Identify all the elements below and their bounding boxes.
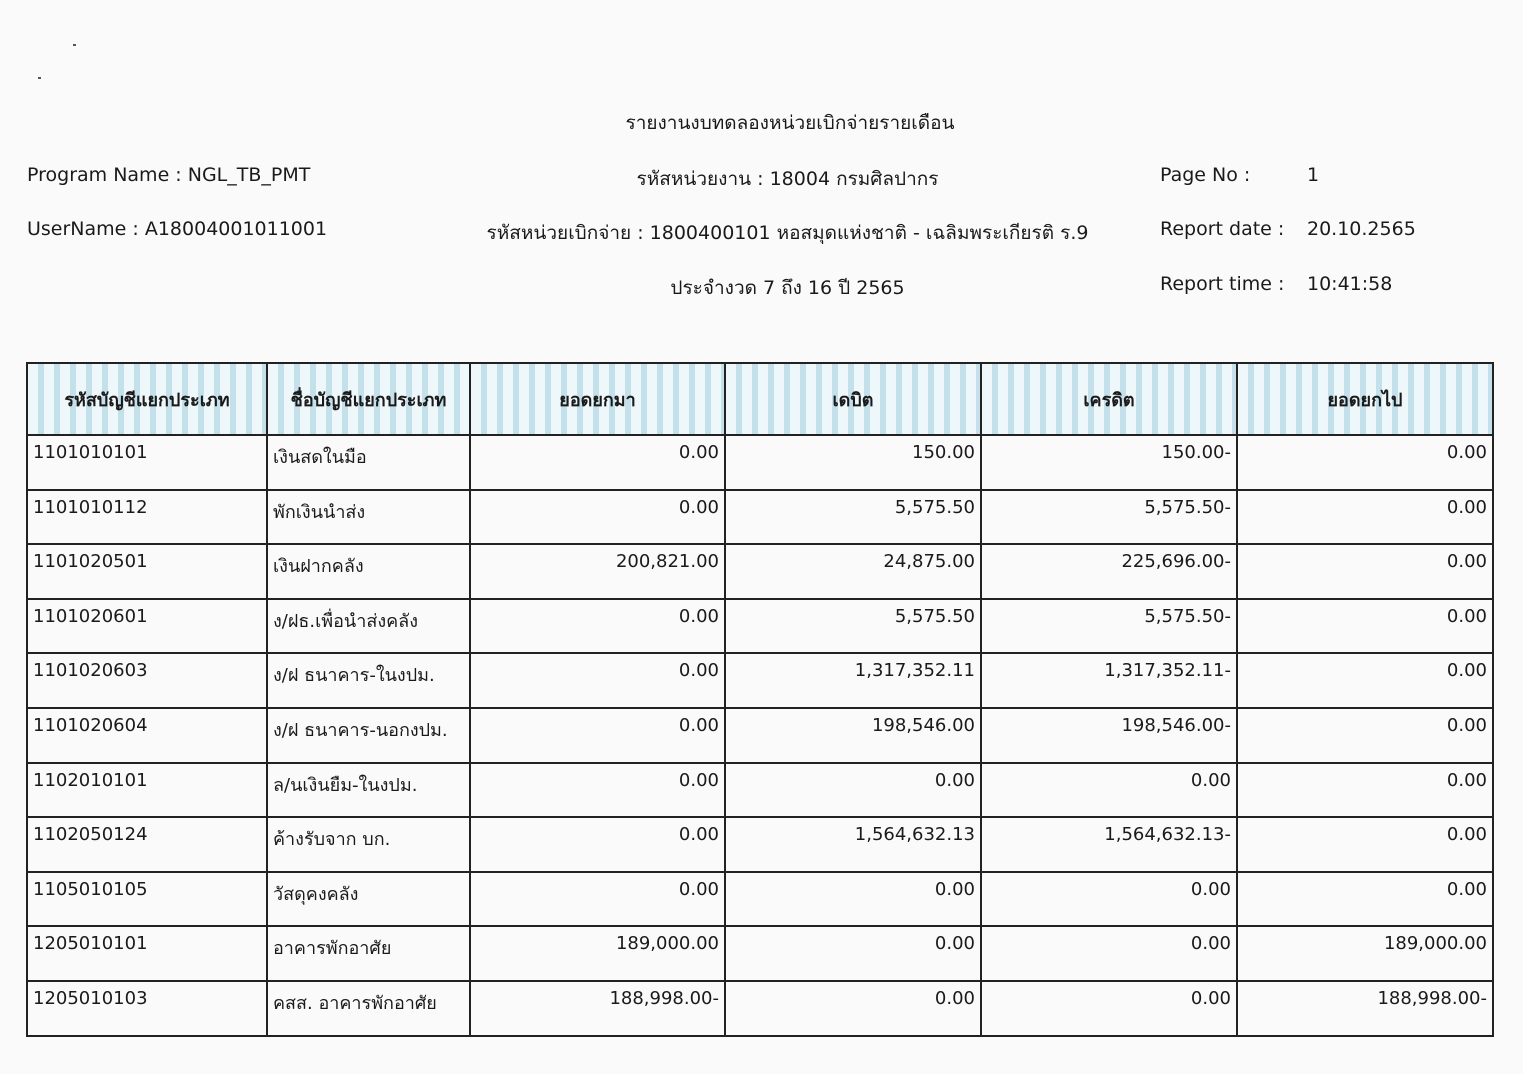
closing-balance-cell: 0.00 [1237,708,1493,763]
table-row [27,490,1493,545]
report-title: รายงานงบทดลองหน่วยเบิกจ่ายรายเดือน [625,112,955,134]
closing-balance-cell: 0.00 [1237,763,1493,818]
account-name-cell: อาคารพักอาศัย [267,926,470,981]
closing-balance-cell: 0.00 [1237,817,1493,872]
page-no-value: 1 [1307,164,1320,186]
closing-balance-cell: 188,998.00- [1237,981,1493,1036]
table-row [27,763,1493,818]
debit-cell: 198,546.00 [725,708,981,763]
account-name-cell: ง/ฝธ.เพื่อนำส่งคลัง [267,599,470,654]
table-row [27,435,1493,490]
credit-cell: 0.00 [981,926,1237,981]
credit-cell: 0.00 [981,763,1237,818]
credit-cell: 1,317,352.11- [981,653,1237,708]
debit-cell: 150.00 [725,435,981,490]
closing-balance-cell: 0.00 [1237,599,1493,654]
credit-cell: 225,696.00- [981,544,1237,599]
program-name: Program Name : NGL_TB_PMT [27,164,311,186]
page-no-label: Page No : [1160,164,1251,186]
account-code-cell: 1101020604 [27,708,267,763]
account-name-cell: เงินฝากคลัง [267,544,470,599]
closing-balance-cell: 0.00 [1237,872,1493,927]
account-code-cell: 1101020603 [27,653,267,708]
account-name-cell: พักเงินนำส่ง [267,490,470,545]
table-row [27,708,1493,763]
debit-cell: 24,875.00 [725,544,981,599]
account-name-cell: วัสดุคงคลัง [267,872,470,927]
account-name-cell: เงินสดในมือ [267,435,470,490]
account-name-cell: ง/ฝ ธนาคาร-ในงปม. [267,653,470,708]
closing-balance-cell: 0.00 [1237,544,1493,599]
disbursing-unit-line: รหัสหน่วยเบิกจ่าย : 1800400101 หอสมุดแห่งชาติ - เฉลิมพระเกียรติ ร.9 [486,222,1089,244]
credit-cell: 0.00 [981,981,1237,1036]
account-code-cell: 1102050124 [27,817,267,872]
col-header-account-name: ชื่อบัญชีแยกประเภท [267,363,470,435]
account-name-cell: ค้างรับจาก บก. [267,817,470,872]
credit-cell: 0.00 [981,872,1237,927]
opening-balance-cell: 0.00 [470,435,725,490]
opening-balance-cell: 0.00 [470,817,725,872]
user-name: UserName : A18004001011001 [27,218,328,240]
opening-balance-cell: 0.00 [470,653,725,708]
closing-balance-cell: 0.00 [1237,490,1493,545]
account-code-cell: 1105010105 [27,872,267,927]
table-row [27,981,1493,1036]
account-name-cell: คสส. อาคารพักอาศัย [267,981,470,1036]
debit-cell: 0.00 [725,763,981,818]
closing-balance-cell: 189,000.00 [1237,926,1493,981]
debit-cell: 0.00 [725,926,981,981]
opening-balance-cell: 0.00 [470,872,725,927]
debit-cell: 5,575.50 [725,490,981,545]
credit-cell: 5,575.50- [981,490,1237,545]
account-code-cell: 1101010101 [27,435,267,490]
col-header-account-code: รหัสบัญชีแยกประเภท [27,363,267,435]
table-row [27,817,1493,872]
account-code-cell: 1102010101 [27,763,267,818]
debit-cell: 0.00 [725,872,981,927]
table-row [27,544,1493,599]
account-code-cell: 1101020601 [27,599,267,654]
opening-balance-cell: 200,821.00 [470,544,725,599]
account-code-cell: 1101020501 [27,544,267,599]
opening-balance-cell: 189,000.00 [470,926,725,981]
credit-cell: 150.00- [981,435,1237,490]
opening-balance-cell: 0.00 [470,490,725,545]
account-code-cell: 1205010101 [27,926,267,981]
agency-line: รหัสหน่วยงาน : 18004 กรมศิลปากร [636,168,939,190]
credit-cell: 198,546.00- [981,708,1237,763]
opening-balance-cell: 0.00 [470,763,725,818]
table-row [27,926,1493,981]
table-row [27,872,1493,927]
trial-balance-table [26,362,1494,1037]
credit-cell: 5,575.50- [981,599,1237,654]
report-date-label: Report date : [1160,218,1285,240]
opening-balance-cell: 0.00 [470,708,725,763]
table-row [27,599,1493,654]
debit-cell: 1,317,352.11 [725,653,981,708]
opening-balance-cell: 188,998.00- [470,981,725,1036]
col-header-debit: เดบิต [725,363,981,435]
col-header-credit: เครดิต [981,363,1237,435]
table-header-row [27,363,1493,435]
scan-speck [38,77,41,79]
opening-balance-cell: 0.00 [470,599,725,654]
scan-speck [73,44,76,46]
debit-cell: 5,575.50 [725,599,981,654]
col-header-opening-balance: ยอดยกมา [470,363,725,435]
report-date-value: 20.10.2565 [1307,218,1416,240]
account-name-cell: ล/นเงินยืม-ในงปม. [267,763,470,818]
credit-cell: 1,564,632.13- [981,817,1237,872]
account-code-cell: 1205010103 [27,981,267,1036]
report-time-value: 10:41:58 [1307,273,1393,295]
report-time-label: Report time : [1160,273,1285,295]
account-code-cell: 1101010112 [27,490,267,545]
debit-cell: 1,564,632.13 [725,817,981,872]
closing-balance-cell: 0.00 [1237,435,1493,490]
table-row [27,653,1493,708]
debit-cell: 0.00 [725,981,981,1036]
closing-balance-cell: 0.00 [1237,653,1493,708]
account-name-cell: ง/ฝ ธนาคาร-นอกงปม. [267,708,470,763]
col-header-closing-balance: ยอดยกไป [1237,363,1493,435]
period-line: ประจำงวด 7 ถึง 16 ปี 2565 [670,277,905,299]
